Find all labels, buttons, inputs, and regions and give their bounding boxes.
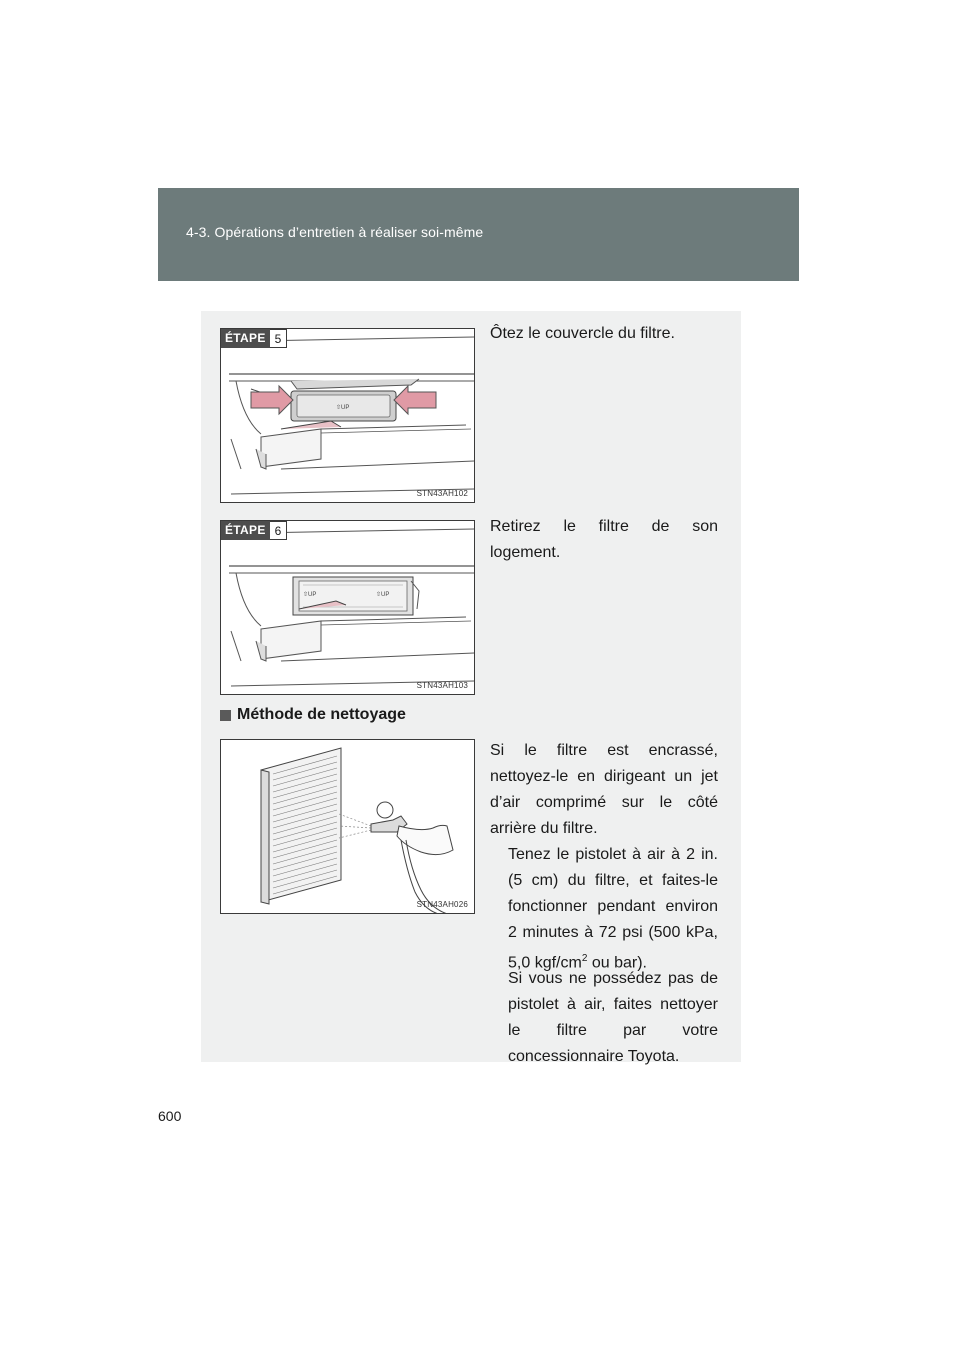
step-number: 6 [270,521,288,540]
air-pressure-note-text: Tenez le pistolet à air à 2 in. (5 cm) du filtre, et faites-le fonctionner pendant environ 2 minutes à 72 psi (500 kPa, 5,0 kgf/cm [508,846,718,972]
filter-removal-drawing [221,521,475,695]
header-band [158,188,799,281]
step-label: ÉTAPE [221,521,270,540]
figure-code: STN43AH102 [416,489,468,498]
air-pressure-note-end: ou bar). [587,954,647,972]
filter-cover-drawing [221,329,475,503]
square-bullet-icon [220,710,231,721]
section-title: 4-3. Opérations d’entretien à réaliser soi-même [186,224,484,240]
svg-text:⇧UP: ⇧UP [376,592,390,598]
step-number: 5 [270,329,288,348]
step-badge [221,521,287,540]
step-5-text: Ôtez le couvercle du filtre. [490,325,675,342]
section-heading-text: Méthode de nettoyage [237,706,406,723]
cleaning-paragraph: Si le filtre est encrassé, nettoyez-le en dirigeant un jet d’air comprimé sur le côté arrière du filtre. [490,742,718,837]
step-badge [221,329,287,348]
superscript: 2 [581,953,588,964]
air-pressure-note [508,842,718,976]
step-label: ÉTAPE [221,329,270,348]
figure-code: STN43AH026 [416,900,468,909]
step-6-illustration [220,520,475,695]
step-5-illustration [220,328,475,503]
page-number: 600 [158,1108,182,1124]
dealer-note: Si vous ne possédez pas de pistolet à air, faites nettoyer le filtre par votre concessionnaire Toyota. [508,970,718,1065]
section-heading [220,706,406,724]
air-gun-filter-drawing [221,740,475,914]
svg-text:⇧UP: ⇧UP [336,405,350,411]
svg-text:⇧UP: ⇧UP [303,592,317,598]
cleaning-illustration [220,739,475,914]
step-6-text: Retirez le filtre de son logement. [490,518,718,561]
figure-code: STN43AH103 [416,681,468,690]
